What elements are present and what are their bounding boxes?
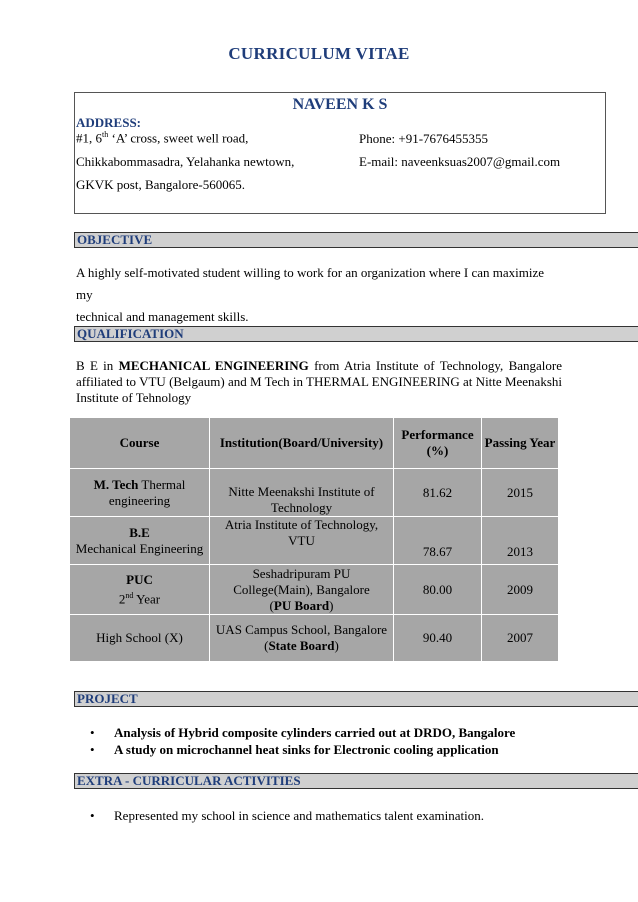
list-item: • Analysis of Hybrid composite cylinders carried out at DRDO, Bangalore [90,725,516,740]
table-cell-performance: 81.62 [394,469,482,517]
table-cell-course: M. Tech Thermal engineering [70,469,210,517]
candidate-name: NAVEEN K S [292,96,388,113]
table-cell-institution: Atria Institute of Technology, VTU [210,517,394,565]
table-header: Institution(Board/University) [210,418,394,469]
address-label: ADDRESS: [76,115,142,130]
table-header-row [70,418,558,469]
section-objective: OBJECTIVE [74,232,638,248]
table-row [70,615,558,661]
table-cell-year: 2007 [507,630,533,645]
list-item: • A study on microchannel heat sinks for Electronic cooling application [90,742,499,757]
section-extra-curricular: EXTRA - CURRICULAR ACTIVITIES [74,773,638,789]
table-header: Course [70,418,210,469]
table-row [70,469,558,517]
phone: Phone: +91-7676455355 [359,131,489,146]
objective-text: A highly self-motivated student willing to work for an organization where I can maximize my technical and management skills. [76,265,544,324]
table-cell-institution: Seshadripuram PU College(Main), Bangalore (PU Board) [210,565,394,615]
table-cell-course: PUC 2nd Year [70,565,210,615]
list-item: • Represented my school in science and mathematics talent examination. [90,808,485,823]
section-project: PROJECT [74,691,638,707]
bullet-icon: • [90,742,95,757]
qualification-text: B E in MECHANICAL ENGINEERING from Atria Institute of Technology, Bangalore affiliated to VTU (Belgaum) and M Tech in THERMAL ENGINEERING at Nitte Meenakshi Institute of Tehnology [76,358,562,405]
table-cell-year: 2013 [482,517,558,565]
table-header: Performance (%) [394,418,482,469]
table-cell-course: High School (X) [70,615,210,661]
email: E-mail: naveenksuas2007@gmail.com [359,154,561,169]
qualification-table [70,418,558,661]
table-header: Passing Year [482,418,558,469]
table-cell-performance: 78.67 [394,517,482,565]
address-line-3: GKVK post, Bangalore-560065. [76,177,245,192]
table-row [70,565,558,615]
table-cell-institution: Nitte Meenakshi Institute of Technology [210,469,394,517]
bullet-icon: • [90,725,95,740]
table-cell-year: 2009 [482,565,558,615]
address-line-2: Chikkabommasadra, Yelahanka newtown, [76,154,295,169]
table-cell-course: B.E Mechanical Engineering [70,517,210,565]
table-cell-year: 2015 [482,469,558,517]
table-cell-performance: 80.00 [394,565,482,615]
table-cell-institution: UAS Campus School, Bangalore (State Board) [210,615,394,661]
address-line-1: #1, 6th ‘A’ cross, sweet well road, [76,130,249,146]
table-cell-performance: 90.40 [394,615,482,661]
section-qualification: QUALIFICATION [74,326,638,342]
bullet-icon: • [90,808,95,823]
table-row [70,517,558,565]
document-title: CURRICULUM VITAE [228,44,410,63]
